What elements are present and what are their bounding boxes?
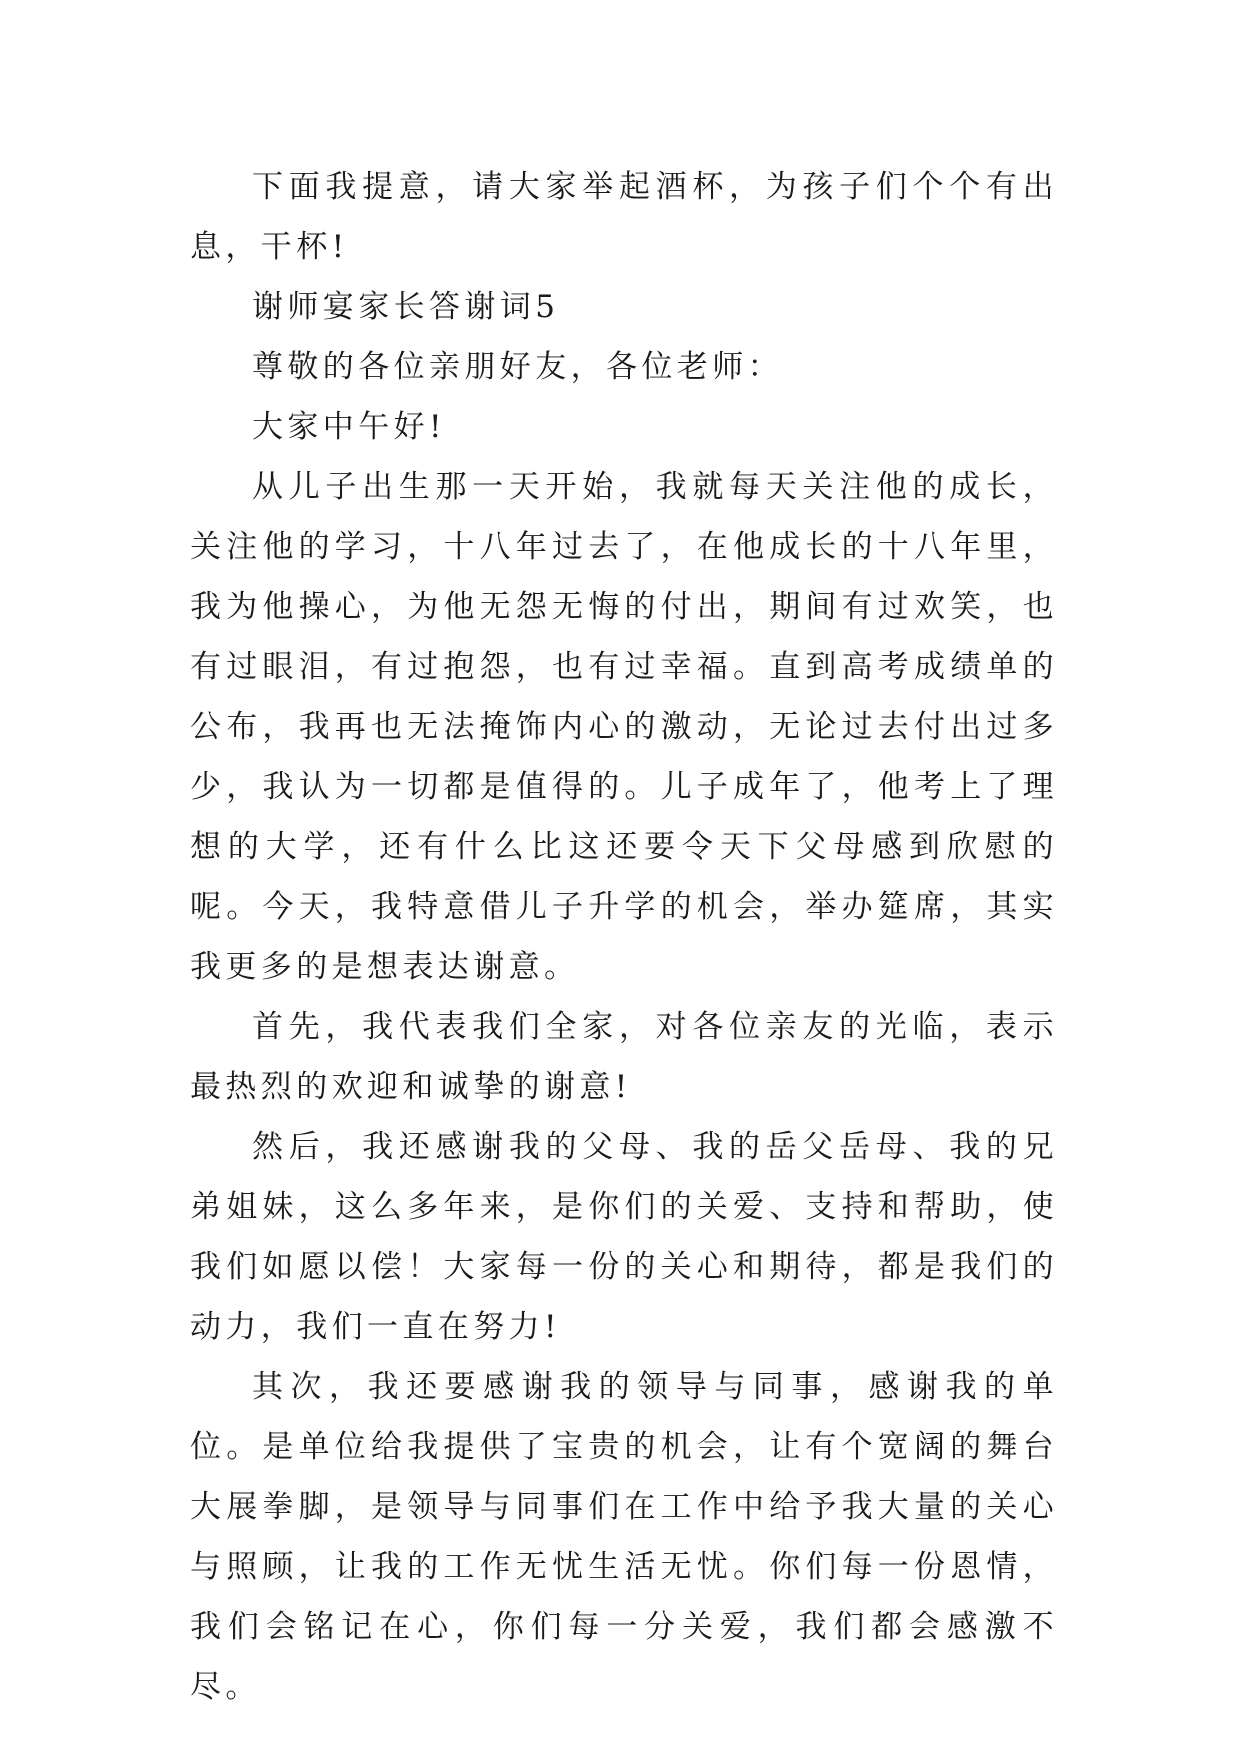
paragraph-thanks-colleagues: 其次，我还要感谢我的领导与同事，感谢我的单位。是单位给我提供了宝贵的机会，让有个宽阔的舞台大展拳脚，是领导与同事们在工作中给予我大量的关心与照顾，让我的工作无忧生活无忧。你们每一份恩情，我们会铭记在心，你们每一分关爱，我们都会感激不尽。 [190,1369,1058,1705]
paragraph-son-growth: 从儿子出生那一天开始，我就每天关注他的成长，关注他的学习，十八年过去了，在他成长的十八年里，我为他操心，为他无怨无悔的付出，期间有过欢笑，也有过眼泪，有过抱怨，也有过幸福。直到高考成绩单的公布，我再也无法掩饰内心的激动，无论过去付出过多少，我认为一切都是值得的。儿子成年了，他考上了理想的大学，还有什么比这还要令天下父母感到欣慰的呢。今天，我特意借儿子升学的机会，举办筵席，其实我更多的是想表达谢意。 [190,469,1058,985]
greeting: 大家中午好! [252,409,446,445]
paragraph-toast: 下面我提意，请大家举起酒杯，为孩子们个个有出息，干杯! [190,169,1058,265]
document-body [190,157,1058,1717]
paragraph-welcome: 首先，我代表我们全家，对各位亲友的光临，表示最热烈的欢迎和诚挚的谢意! [190,1009,1058,1105]
salutation: 尊敬的各位亲朋好友，各位老师： [252,349,783,385]
paragraph-thanks-family: 然后，我还感谢我的父母、我的岳父岳母、我的兄弟姐妹，这么多年来，是你们的关爱、支持和帮助，使我们如愿以偿！大家每一份的关心和期待，都是我们的动力，我们一直在努力! [190,1129,1058,1345]
section-heading: 谢师宴家长答谢词5 [252,289,560,325]
